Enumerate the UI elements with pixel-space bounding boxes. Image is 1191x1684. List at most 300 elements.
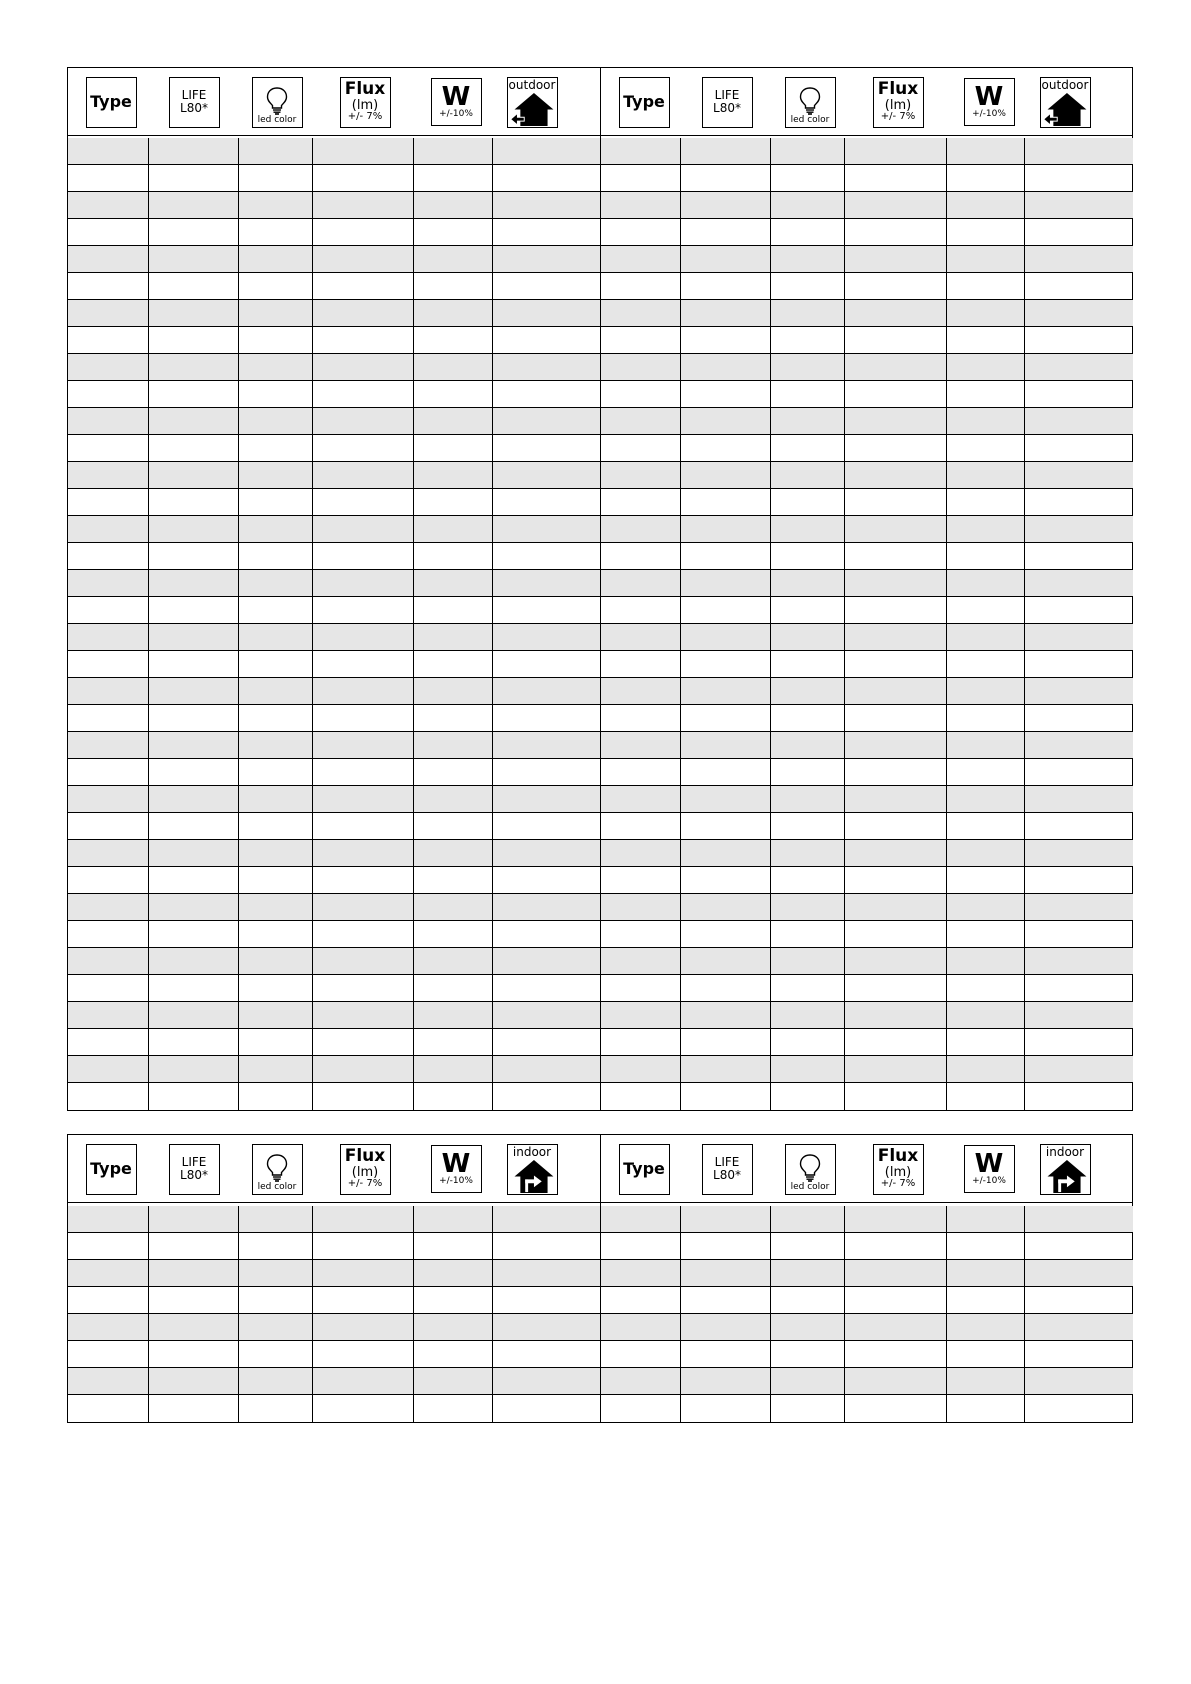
table-cell[interactable] (601, 813, 681, 839)
table-cell[interactable] (493, 435, 600, 461)
table-cell[interactable] (947, 354, 1025, 380)
table-cell[interactable] (845, 570, 947, 596)
table-cell[interactable] (681, 759, 771, 785)
table-cell[interactable] (313, 570, 414, 596)
table-cell[interactable] (845, 705, 947, 731)
table-cell[interactable] (313, 1314, 414, 1340)
table-cell[interactable] (313, 219, 414, 245)
table-cell[interactable] (771, 1341, 845, 1367)
table-cell[interactable] (313, 327, 414, 353)
table-cell[interactable] (493, 840, 600, 866)
table-cell[interactable] (68, 543, 149, 569)
table-cell[interactable] (239, 948, 313, 974)
table-cell[interactable] (1025, 1287, 1132, 1313)
table-cell[interactable] (771, 759, 845, 785)
table-cell[interactable] (1025, 786, 1132, 812)
table-cell[interactable] (68, 273, 149, 299)
table-cell[interactable] (845, 759, 947, 785)
table-cell[interactable] (771, 1233, 845, 1259)
table-cell[interactable] (313, 273, 414, 299)
table-cell[interactable] (149, 543, 239, 569)
table-cell[interactable] (771, 273, 845, 299)
table-cell[interactable] (239, 867, 313, 893)
table-cell[interactable] (947, 1287, 1025, 1313)
table-cell[interactable] (68, 435, 149, 461)
table-cell[interactable] (68, 354, 149, 380)
table-cell[interactable] (313, 840, 414, 866)
table-cell[interactable] (68, 1395, 149, 1422)
table-cell[interactable] (681, 1287, 771, 1313)
table-cell[interactable] (845, 1056, 947, 1082)
table-cell[interactable] (414, 1368, 493, 1394)
table-cell[interactable] (771, 570, 845, 596)
table-cell[interactable] (68, 516, 149, 542)
table-cell[interactable] (771, 624, 845, 650)
table-cell[interactable] (845, 1029, 947, 1055)
table-cell[interactable] (771, 921, 845, 947)
table-cell[interactable] (149, 1206, 239, 1232)
table-cell[interactable] (149, 219, 239, 245)
table-cell[interactable] (313, 705, 414, 731)
table-cell[interactable] (947, 138, 1025, 164)
table-cell[interactable] (845, 1206, 947, 1232)
table-cell[interactable] (1025, 516, 1132, 542)
table-cell[interactable] (239, 732, 313, 758)
table-cell[interactable] (149, 1260, 239, 1286)
table-cell[interactable] (149, 921, 239, 947)
table-cell[interactable] (1025, 597, 1132, 623)
table-cell[interactable] (601, 516, 681, 542)
table-cell[interactable] (947, 1206, 1025, 1232)
table-cell[interactable] (239, 1287, 313, 1313)
table-cell[interactable] (149, 624, 239, 650)
table-cell[interactable] (313, 1341, 414, 1367)
table-cell[interactable] (845, 381, 947, 407)
table-cell[interactable] (414, 705, 493, 731)
table-cell[interactable] (239, 813, 313, 839)
table-cell[interactable] (1025, 138, 1132, 164)
table-cell[interactable] (1025, 1260, 1132, 1286)
table-cell[interactable] (313, 138, 414, 164)
table-cell[interactable] (239, 678, 313, 704)
table-cell[interactable] (681, 246, 771, 272)
table-cell[interactable] (493, 543, 600, 569)
table-cell[interactable] (947, 435, 1025, 461)
table-cell[interactable] (68, 1206, 149, 1232)
table-cell[interactable] (845, 273, 947, 299)
table-cell[interactable] (771, 246, 845, 272)
table-cell[interactable] (771, 1368, 845, 1394)
table-cell[interactable] (68, 786, 149, 812)
table-cell[interactable] (68, 570, 149, 596)
table-cell[interactable] (493, 408, 600, 434)
table-cell[interactable] (681, 1368, 771, 1394)
table-cell[interactable] (493, 300, 600, 326)
table-cell[interactable] (601, 921, 681, 947)
table-cell[interactable] (601, 678, 681, 704)
table-cell[interactable] (68, 975, 149, 1001)
table-cell[interactable] (947, 489, 1025, 515)
table-cell[interactable] (493, 516, 600, 542)
table-cell[interactable] (681, 165, 771, 191)
table-cell[interactable] (68, 705, 149, 731)
table-cell[interactable] (601, 597, 681, 623)
table-cell[interactable] (493, 867, 600, 893)
table-cell[interactable] (1025, 462, 1132, 488)
table-cell[interactable] (68, 1029, 149, 1055)
table-cell[interactable] (845, 813, 947, 839)
table-cell[interactable] (414, 570, 493, 596)
table-cell[interactable] (1025, 1341, 1132, 1367)
table-cell[interactable] (149, 246, 239, 272)
table-cell[interactable] (1025, 408, 1132, 434)
table-cell[interactable] (681, 435, 771, 461)
table-cell[interactable] (493, 624, 600, 650)
table-cell[interactable] (239, 408, 313, 434)
table-cell[interactable] (68, 327, 149, 353)
table-cell[interactable] (313, 489, 414, 515)
table-cell[interactable] (414, 1002, 493, 1028)
table-cell[interactable] (601, 1056, 681, 1082)
table-cell[interactable] (149, 354, 239, 380)
table-cell[interactable] (947, 543, 1025, 569)
table-cell[interactable] (149, 1002, 239, 1028)
table-cell[interactable] (239, 192, 313, 218)
table-cell[interactable] (845, 462, 947, 488)
table-cell[interactable] (68, 813, 149, 839)
table-cell[interactable] (414, 219, 493, 245)
table-cell[interactable] (414, 1083, 493, 1110)
table-cell[interactable] (845, 624, 947, 650)
table-cell[interactable] (947, 624, 1025, 650)
table-cell[interactable] (771, 597, 845, 623)
table-cell[interactable] (239, 705, 313, 731)
table-cell[interactable] (414, 786, 493, 812)
table-cell[interactable] (493, 813, 600, 839)
table-cell[interactable] (771, 408, 845, 434)
table-cell[interactable] (1025, 435, 1132, 461)
table-cell[interactable] (414, 138, 493, 164)
table-cell[interactable] (68, 1287, 149, 1313)
table-cell[interactable] (771, 354, 845, 380)
table-cell[interactable] (601, 705, 681, 731)
table-cell[interactable] (771, 975, 845, 1001)
table-cell[interactable] (601, 1341, 681, 1367)
table-cell[interactable] (313, 1233, 414, 1259)
table-cell[interactable] (1025, 1002, 1132, 1028)
table-cell[interactable] (681, 921, 771, 947)
table-cell[interactable] (947, 192, 1025, 218)
table-cell[interactable] (493, 354, 600, 380)
table-cell[interactable] (1025, 1083, 1132, 1110)
table-cell[interactable] (414, 462, 493, 488)
table-cell[interactable] (313, 1083, 414, 1110)
table-cell[interactable] (601, 1206, 681, 1232)
table-cell[interactable] (1025, 894, 1132, 920)
table-cell[interactable] (414, 246, 493, 272)
table-cell[interactable] (149, 1083, 239, 1110)
table-cell[interactable] (68, 1368, 149, 1394)
table-cell[interactable] (601, 975, 681, 1001)
table-cell[interactable] (149, 732, 239, 758)
table-cell[interactable] (601, 948, 681, 974)
table-cell[interactable] (1025, 1056, 1132, 1082)
table-cell[interactable] (681, 138, 771, 164)
table-cell[interactable] (239, 624, 313, 650)
table-cell[interactable] (601, 408, 681, 434)
table-cell[interactable] (313, 354, 414, 380)
table-cell[interactable] (68, 867, 149, 893)
table-cell[interactable] (68, 381, 149, 407)
table-cell[interactable] (313, 1029, 414, 1055)
table-cell[interactable] (68, 759, 149, 785)
table-cell[interactable] (493, 1314, 600, 1340)
table-cell[interactable] (681, 1056, 771, 1082)
table-cell[interactable] (771, 300, 845, 326)
table-cell[interactable] (149, 300, 239, 326)
table-cell[interactable] (68, 1341, 149, 1367)
table-cell[interactable] (493, 489, 600, 515)
table-cell[interactable] (313, 732, 414, 758)
table-cell[interactable] (947, 1002, 1025, 1028)
table-cell[interactable] (149, 759, 239, 785)
table-cell[interactable] (313, 867, 414, 893)
table-cell[interactable] (493, 1206, 600, 1232)
table-cell[interactable] (149, 813, 239, 839)
table-cell[interactable] (149, 1287, 239, 1313)
table-cell[interactable] (414, 1029, 493, 1055)
table-cell[interactable] (771, 165, 845, 191)
table-cell[interactable] (845, 840, 947, 866)
table-cell[interactable] (149, 705, 239, 731)
table-cell[interactable] (947, 516, 1025, 542)
table-cell[interactable] (1025, 543, 1132, 569)
table-cell[interactable] (239, 1083, 313, 1110)
table-cell[interactable] (1025, 381, 1132, 407)
table-cell[interactable] (771, 1083, 845, 1110)
table-cell[interactable] (947, 1083, 1025, 1110)
table-cell[interactable] (68, 1002, 149, 1028)
table-cell[interactable] (239, 219, 313, 245)
table-cell[interactable] (601, 759, 681, 785)
table-cell[interactable] (601, 489, 681, 515)
table-cell[interactable] (845, 732, 947, 758)
table-cell[interactable] (239, 1341, 313, 1367)
table-cell[interactable] (845, 1083, 947, 1110)
table-cell[interactable] (771, 1260, 845, 1286)
table-cell[interactable] (681, 462, 771, 488)
table-cell[interactable] (239, 570, 313, 596)
table-cell[interactable] (414, 1206, 493, 1232)
table-cell[interactable] (1025, 624, 1132, 650)
table-cell[interactable] (493, 192, 600, 218)
table-cell[interactable] (771, 1029, 845, 1055)
table-cell[interactable] (414, 354, 493, 380)
table-cell[interactable] (681, 300, 771, 326)
table-cell[interactable] (771, 138, 845, 164)
table-cell[interactable] (493, 1083, 600, 1110)
table-cell[interactable] (68, 1260, 149, 1286)
table-cell[interactable] (414, 975, 493, 1001)
table-cell[interactable] (414, 840, 493, 866)
table-cell[interactable] (601, 786, 681, 812)
table-cell[interactable] (68, 1233, 149, 1259)
table-cell[interactable] (771, 192, 845, 218)
table-cell[interactable] (1025, 1368, 1132, 1394)
table-cell[interactable] (414, 543, 493, 569)
table-cell[interactable] (681, 354, 771, 380)
table-cell[interactable] (771, 786, 845, 812)
table-cell[interactable] (414, 381, 493, 407)
table-cell[interactable] (681, 543, 771, 569)
table-cell[interactable] (1025, 705, 1132, 731)
table-cell[interactable] (601, 1395, 681, 1422)
table-cell[interactable] (947, 246, 1025, 272)
table-cell[interactable] (239, 327, 313, 353)
table-cell[interactable] (68, 246, 149, 272)
table-cell[interactable] (681, 1395, 771, 1422)
table-cell[interactable] (414, 624, 493, 650)
table-cell[interactable] (414, 1287, 493, 1313)
table-cell[interactable] (681, 1233, 771, 1259)
table-cell[interactable] (68, 921, 149, 947)
table-cell[interactable] (1025, 813, 1132, 839)
table-cell[interactable] (845, 1314, 947, 1340)
table-cell[interactable] (947, 327, 1025, 353)
table-cell[interactable] (493, 273, 600, 299)
table-cell[interactable] (1025, 840, 1132, 866)
table-cell[interactable] (239, 840, 313, 866)
table-cell[interactable] (845, 246, 947, 272)
table-cell[interactable] (845, 1341, 947, 1367)
table-cell[interactable] (68, 1056, 149, 1082)
table-cell[interactable] (68, 138, 149, 164)
table-cell[interactable] (493, 1233, 600, 1259)
table-cell[interactable] (947, 462, 1025, 488)
table-cell[interactable] (1025, 651, 1132, 677)
table-cell[interactable] (68, 408, 149, 434)
table-cell[interactable] (493, 975, 600, 1001)
table-cell[interactable] (771, 867, 845, 893)
table-cell[interactable] (601, 840, 681, 866)
table-cell[interactable] (681, 381, 771, 407)
table-cell[interactable] (414, 1395, 493, 1422)
table-cell[interactable] (771, 705, 845, 731)
table-cell[interactable] (601, 327, 681, 353)
table-cell[interactable] (681, 624, 771, 650)
table-cell[interactable] (771, 1002, 845, 1028)
table-cell[interactable] (149, 435, 239, 461)
table-cell[interactable] (239, 165, 313, 191)
table-cell[interactable] (414, 165, 493, 191)
table-cell[interactable] (313, 678, 414, 704)
table-cell[interactable] (771, 516, 845, 542)
table-cell[interactable] (845, 651, 947, 677)
table-cell[interactable] (149, 1029, 239, 1055)
table-cell[interactable] (149, 840, 239, 866)
table-cell[interactable] (845, 543, 947, 569)
table-cell[interactable] (414, 1260, 493, 1286)
table-cell[interactable] (601, 1314, 681, 1340)
table-cell[interactable] (493, 462, 600, 488)
table-cell[interactable] (493, 1002, 600, 1028)
table-cell[interactable] (947, 1341, 1025, 1367)
table-cell[interactable] (845, 516, 947, 542)
table-cell[interactable] (681, 570, 771, 596)
table-cell[interactable] (845, 192, 947, 218)
table-cell[interactable] (149, 651, 239, 677)
table-cell[interactable] (601, 1029, 681, 1055)
table-cell[interactable] (493, 678, 600, 704)
table-cell[interactable] (493, 732, 600, 758)
table-cell[interactable] (947, 840, 1025, 866)
table-cell[interactable] (493, 597, 600, 623)
table-cell[interactable] (414, 894, 493, 920)
table-cell[interactable] (845, 219, 947, 245)
table-cell[interactable] (313, 813, 414, 839)
table-cell[interactable] (149, 273, 239, 299)
table-cell[interactable] (771, 948, 845, 974)
table-cell[interactable] (313, 246, 414, 272)
table-cell[interactable] (149, 516, 239, 542)
table-cell[interactable] (771, 894, 845, 920)
table-cell[interactable] (239, 1368, 313, 1394)
table-cell[interactable] (681, 408, 771, 434)
table-cell[interactable] (601, 624, 681, 650)
table-cell[interactable] (845, 1260, 947, 1286)
table-cell[interactable] (313, 921, 414, 947)
table-cell[interactable] (313, 975, 414, 1001)
table-cell[interactable] (493, 759, 600, 785)
table-cell[interactable] (681, 651, 771, 677)
table-cell[interactable] (239, 381, 313, 407)
table-cell[interactable] (493, 921, 600, 947)
table-cell[interactable] (681, 867, 771, 893)
table-cell[interactable] (845, 894, 947, 920)
table-cell[interactable] (1025, 921, 1132, 947)
table-cell[interactable] (414, 192, 493, 218)
table-cell[interactable] (149, 165, 239, 191)
table-cell[interactable] (149, 489, 239, 515)
table-cell[interactable] (681, 678, 771, 704)
table-cell[interactable] (947, 867, 1025, 893)
table-cell[interactable] (771, 1314, 845, 1340)
table-cell[interactable] (1025, 192, 1132, 218)
table-cell[interactable] (771, 489, 845, 515)
table-cell[interactable] (1025, 489, 1132, 515)
table-cell[interactable] (771, 1206, 845, 1232)
table-cell[interactable] (149, 786, 239, 812)
table-cell[interactable] (68, 597, 149, 623)
table-cell[interactable] (68, 678, 149, 704)
table-cell[interactable] (601, 543, 681, 569)
table-cell[interactable] (845, 327, 947, 353)
table-cell[interactable] (493, 381, 600, 407)
table-cell[interactable] (68, 840, 149, 866)
table-cell[interactable] (681, 705, 771, 731)
table-cell[interactable] (68, 624, 149, 650)
table-cell[interactable] (313, 759, 414, 785)
table-cell[interactable] (239, 1314, 313, 1340)
table-cell[interactable] (947, 408, 1025, 434)
table-cell[interactable] (771, 219, 845, 245)
table-cell[interactable] (414, 1341, 493, 1367)
table-cell[interactable] (414, 813, 493, 839)
table-cell[interactable] (414, 867, 493, 893)
table-cell[interactable] (947, 921, 1025, 947)
table-cell[interactable] (947, 1395, 1025, 1422)
table-cell[interactable] (239, 1056, 313, 1082)
